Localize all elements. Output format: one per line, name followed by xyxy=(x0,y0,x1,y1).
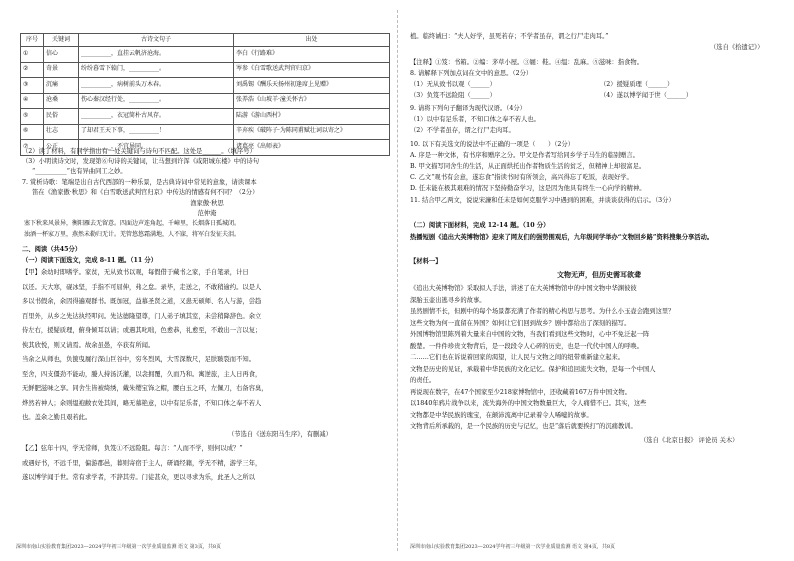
material-label: 【材料一】 xyxy=(410,258,442,265)
q9-item: （2）不学者虽存，谓之行尸走肉耳。 xyxy=(410,127,515,134)
q8-item: （4）遂以博学闻于世（______） xyxy=(600,92,693,99)
passage-line: 遂以博学闻于世。常有求学者，不辞其劳。门徒甚众，更以寻求为乐，此圣人之所以 xyxy=(22,474,255,481)
row-source: 李白《行路难》 xyxy=(234,47,390,63)
row-source: 岑参《白雪歌送武判官归京》 xyxy=(234,62,390,78)
table-row xyxy=(21,124,390,140)
material-line: 虽然剧情不长，但剧中的每个场景都充满了作者的精心构思与思考。为什么小玉壶会跑到这里？ xyxy=(410,308,675,315)
row-index: ② xyxy=(21,62,44,78)
activity-intro: 热播短剧《追出大英博物馆》迎来了网友们的强势围观后，九年级同学举办“文物回乡路”资料搜集分享活动。 xyxy=(410,234,714,241)
part-heading: （一）阅读下面选文，完成 8-11 题。（11 分） xyxy=(22,257,157,264)
row-sentence: __________，病树前头万木春。 xyxy=(79,78,234,94)
q3-line1: （3）小明读诗文时，发现第⑥句诗的关键词，让马想到许浑《咸阳城东楼》中的诗句 xyxy=(22,158,259,165)
material-line: 文物背后所承载的，是一个民族的历史与记忆，也是“落后就要挨打”的沉痛教训。 xyxy=(410,423,637,430)
row-index: ⑤ xyxy=(21,109,44,125)
q10-option: B. 甲文描写同舍生的生活，从正面烘托出作者物质生活的贫乏，但精神上却很富足。 xyxy=(410,163,646,170)
q8-item: （1）无从致书以观（______） xyxy=(410,81,496,88)
passage-line: 俟其欣悦，则又请焉。故余虽愚，卒获有所闻。 xyxy=(22,341,155,349)
passage-line: 【乙】弦年十四，学无常师，负笈①不远险阻。每言：“人而不学，则何以成？” xyxy=(22,445,243,452)
left-column xyxy=(8,0,388,561)
q10-option: C. 乙文“观书有会意，遂忘食”指读书时有所领会，高兴得忘了吃饭，表现好学。 xyxy=(410,174,633,181)
material-line: 的责任。 xyxy=(410,377,436,384)
q3-line2: “__________”也有异曲同工之妙。 xyxy=(32,168,127,175)
material-line: 外国博物馆里陈列着大量来自中国的文物，当我们看到这些文物时，心中不免泛起一阵 xyxy=(410,331,650,338)
row-keyword: 奇景 xyxy=(44,62,79,78)
row-keyword: 公正 xyxy=(44,140,79,156)
passage-line: 至舍，四支僵劲不能动，媵人持汤沃灌，以衾拥覆，久而乃和。寓逆旅，主人日再食， xyxy=(22,370,262,378)
row-sentence: 了却君王天下事，__________！ xyxy=(79,124,234,140)
poem-author: 范仲淹 xyxy=(197,210,217,217)
material-source: （选自《北京日报》 评论员 关木） xyxy=(640,437,739,444)
q9-item: （1）以中有足乐者，不知口体之奉不若人也。 xyxy=(410,116,540,123)
q9-stem: 9. 请将下列句子翻译为现代汉语。（4分） xyxy=(410,105,526,112)
table-row xyxy=(21,62,390,78)
q10-stem: 10. 以下有关选文的说法中不正确的一项是（ ）（2分） xyxy=(410,141,574,148)
row-sentence: __________，直挂云帆济沧海。 xyxy=(79,47,234,63)
material-line: 《追出大英博物馆》采取拟人手法，讲述了在大英博物馆中的中国文物中华渊彼彼 xyxy=(410,285,637,292)
material-title: 文物无声，但历史需耳欲聋 xyxy=(557,270,641,279)
q7-line1: 7. 赏析诗歌：笔端是出自古代西部的一种乐景，是古典诗词中常见的意象，请读课本 xyxy=(22,179,257,186)
header-source: 出处 xyxy=(234,34,390,47)
poem-title: 渔家傲·秋思 xyxy=(190,200,224,207)
table-row xyxy=(21,78,390,94)
material-line: 以1840年鸦片战争以来，流失海外的中国文物数量巨大，令人痛惜不已。其实，这些 xyxy=(410,400,647,407)
row-keyword: 壮志 xyxy=(44,124,79,140)
material-line: 酸楚。一件件珍贵文物背后，是一段段令人心碎的历史，也是一代代中国人的呼唤。 xyxy=(410,342,643,350)
q7-line2: 笛在《渔家傲·秋思》和《白雪歌送武判官归京》中传达的情感有何不同？（2分） xyxy=(32,189,259,196)
passage-yi-end: 植。临终诫曰：“夫人好学，虽死若存；不学者虽存，谓之行尸走肉耳。” xyxy=(410,33,609,40)
table-row xyxy=(21,93,390,109)
table-row xyxy=(21,47,390,63)
row-keyword: 信心 xyxy=(44,47,79,63)
passage-line: 【甲】余幼时即嗜学。家贫，无从致书以观，每假借于藏书之家，手自笔录，计日 xyxy=(22,269,249,276)
passage-line: 也。盖余之勤且艰若此。 xyxy=(22,414,92,421)
row-index: ⑦ xyxy=(21,140,44,156)
row-source: 刘禹锡《酬乐天扬州初逢席上见赠》 xyxy=(234,78,390,94)
row-keyword: 民俗 xyxy=(44,109,79,125)
poem-line: 浊酒一杯家万里，燕然未勒归无计。羌管悠悠霜满地，人不寐，将军白发征夫泪。 xyxy=(24,231,241,238)
poem-line: 塞下秋来风景异，衡阳雁去无留意。四面边声连角起，千嶂里，长烟落日孤城闭。 xyxy=(24,220,241,227)
material-line: 文物是历史的见证，承载着中华民族的文化记忆。保护和追回流失文物，是每一个中国人 xyxy=(410,365,656,373)
material-line: 再说现在数字，在47个国家至少218家博物馆中，还收藏着167万件中国文物。 xyxy=(410,388,631,396)
passage-jia-source: （节选自《送东阳马生序》，有删减） xyxy=(228,431,332,438)
row-keyword: 沧桑 xyxy=(44,93,79,109)
section-heading: 二、阅读（共45分） xyxy=(22,246,82,253)
q10-option: D. 任末能在极其艰难的情况下坚持勤奋学习，这是因为他具有终生一心向学的精神。 xyxy=(410,185,646,192)
passage-line: 或遇好书，不远千里，偏游郡邑，暮则寄宿于主人，研诵经籍，学无不精，游学三年， xyxy=(22,459,262,467)
column-divider xyxy=(397,10,398,551)
passage-yi-source: （选自《拾遗记》） xyxy=(710,44,764,51)
row-sentence: 伤心秦汉经行处，__________。 xyxy=(79,93,234,109)
right-column xyxy=(410,0,790,561)
q8-item: （3）负笈不远险阻（______） xyxy=(410,92,496,99)
part2-heading: （二）阅读下面材料，完成 12-14 题。（10 分） xyxy=(410,222,550,229)
passage-line: 侍左右，援疑质理，俯身倾耳以请；或遇其叱咄，色愈恭，礼愈至，不敢出一言以复； xyxy=(22,327,262,334)
passage-line: 烨然若神人；余则缊袍敝衣处其间，略无慕艳意，以中有足乐者，不知口体之奉不若人 xyxy=(22,399,262,407)
row-source: 诸葛亮《出师表》 xyxy=(234,140,390,156)
row-sentence: __________，不宜异同。 xyxy=(79,140,234,156)
table-row xyxy=(21,109,390,125)
q8-item: （2）援疑质理（______） xyxy=(600,81,674,88)
material-line: 二……它们也在诉说着回家的渴望，让人民与文物之间的纽带重新建立起来。 xyxy=(410,354,625,361)
passage-line: 以还。天大寒，砚冰坚，手指不可屈伸，弗之怠。录毕，走送之，不敢稍逾约。以是人 xyxy=(22,283,262,291)
passage-line: 多以书假余，余因得遍观群书。既加冠，益慕圣贤之道，又患无硕师、名人与游，尝趋 xyxy=(22,298,262,305)
passage-line: 无鲜肥滋味之享。同舍生皆被绮绣，戴朱缨宝饰之帽，腰白玉之环，左佩刀，右备容臭， xyxy=(22,385,268,392)
row-index: ④ xyxy=(21,93,44,109)
notes: 【注释】①笈：书箱。②编：茅草小屋。③屣：鞋。④缊：乱麻。⑤滋味：指食物。 xyxy=(410,59,643,66)
material-line: 文物都是中华民族的瑰宝，在颠沛流离中记录着令人唏嘘的故事。 xyxy=(410,411,593,419)
row-source: 陆游《游山西村》 xyxy=(234,109,390,125)
q10-option: A. 序是一种文体，有书序和赠序之分。甲文是作者写给同乡学子马生的临别赠言。 xyxy=(410,152,639,159)
passage-line: 当余之从师也，负箧曳屣行深山巨谷中，穷冬烈风，大雪深数尺，足肤皲裂而不知。 xyxy=(22,356,255,363)
row-index: ① xyxy=(21,47,44,63)
row-index: ⑥ xyxy=(21,124,44,140)
q8-stem: 8. 请解释下列加点词在文中的意思。（2分） xyxy=(410,70,533,77)
poem-table xyxy=(20,33,390,156)
row-sentence: 纷纷暮雪下辕门，__________。 xyxy=(79,62,234,78)
material-line: 这些文物为何一直留在异国？如何让它们回到故乡？剧中都给出了深刻的描写。 xyxy=(410,319,631,327)
header-sentence: 古诗文句子 xyxy=(79,34,234,47)
q11-stem: 11. 结合甲乙两文，说说宋濂和任末是如何克服学习中遇到的困难，并谈谈获得的启示。（3分） xyxy=(410,197,675,204)
footer-right: 深圳市南山实验教育集团2023—2024学年初三年级第一次学业质量监测 语文 第4页，共8页 xyxy=(410,543,615,550)
passage-line: 百里外，从乡之先达执经叩问。先达德隆望尊，门人弟子填其室，未尝稍降辞色。余立 xyxy=(22,312,262,320)
row-sentence: __________，衣冠简朴古风存。 xyxy=(79,109,234,125)
header-keyword: 关键词 xyxy=(44,34,79,47)
q2-line1: （2）读了材料，有同学指出有一处关键词与诗句不匹配。这处是______。（填序号） xyxy=(22,148,256,155)
material-line: 深胎玉壶出逃寻乡的故事。 xyxy=(410,296,486,304)
row-index: ③ xyxy=(21,78,44,94)
header-index: 序号 xyxy=(21,34,44,47)
row-keyword: 沉痛 xyxy=(44,78,79,94)
row-source: 辛弃疾《破阵子·为陈同甫赋壮词以寄之》 xyxy=(234,124,390,140)
row-source: 张养浩《山坡羊·潼关怀古》 xyxy=(234,93,390,109)
table-header-row xyxy=(21,34,390,47)
footer-left: 深圳市南山实验教育集团2023—2024学年初三年级第一次学业质量监测 语文 第3页，共8页 xyxy=(16,543,221,550)
